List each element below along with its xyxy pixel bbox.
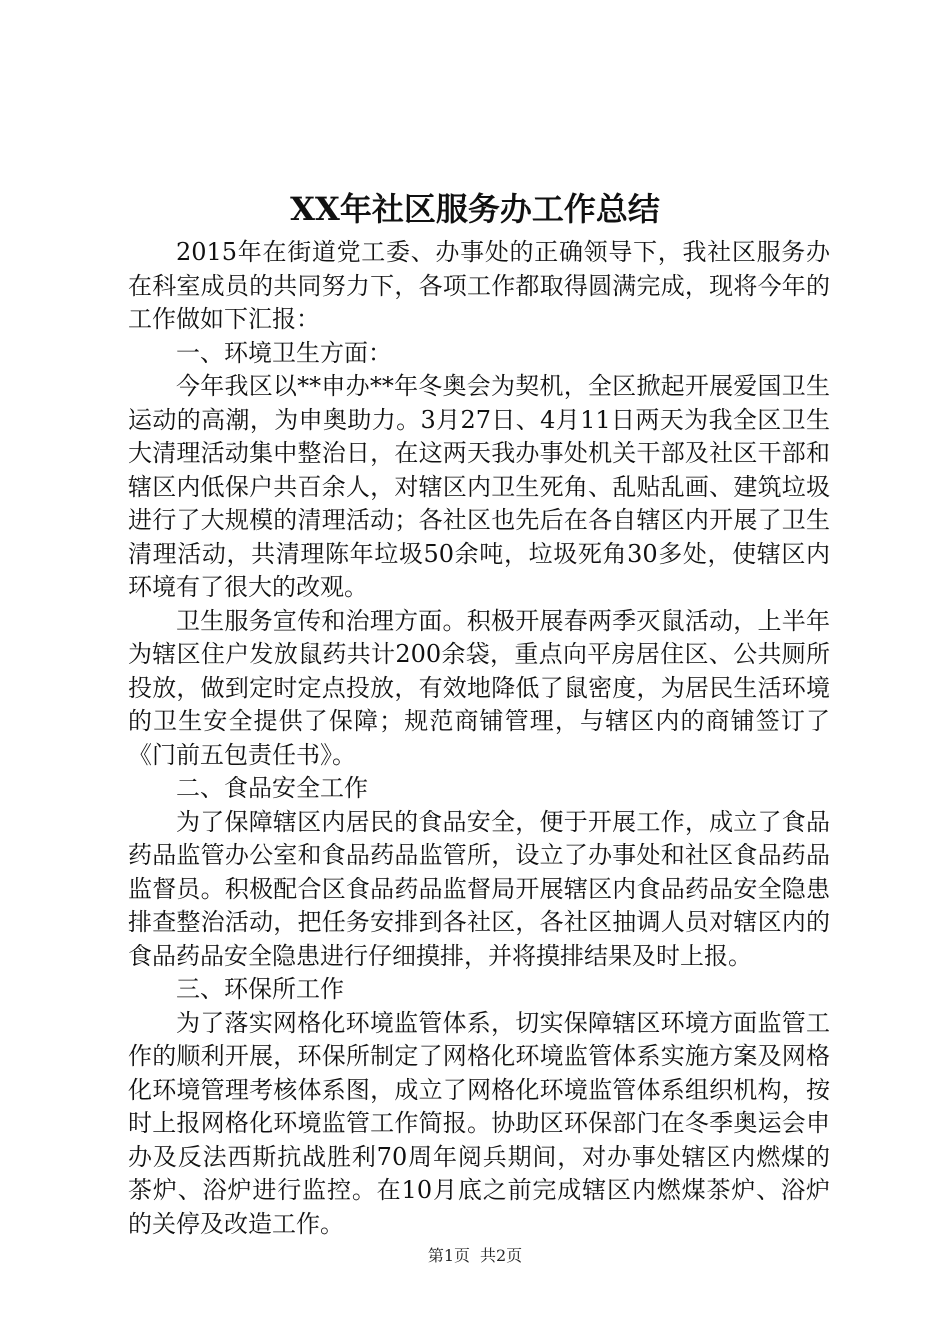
- sanitation-paragraph: 卫生服务宣传和治理方面。积极开展春两季灭鼠活动，上半年为辖区住户发放鼠药共计200余袋，重点向平房居住区、公共厕所投放，做到定时定点投放，有效地降低了鼠密度，为居民生活环境的卫生安全提供了保障；规范商铺管理，与辖区内的商铺签订了《门前五包责任书》。: [128, 606, 830, 769]
- section-heading-food-safety: 二、食品安全工作: [176, 774, 368, 802]
- document-body: [128, 236, 830, 1241]
- page-total: 共2页: [480, 1246, 523, 1265]
- page-footer: [0, 1245, 950, 1267]
- food-safety-paragraph: 为了保障辖区内居民的食品安全，便于开展工作，成立了食品药品监管办公室和食品药品监管所，设立了办事处和社区食品药品监督员。积极配合区食品药品监督局开展辖区内食品药品安全隐患排查整治活动，把任务安排到各社区，各社区抽调人员对辖区内的食品药品安全隐患进行仔细摸排，并将摸排结果及时上报。: [128, 807, 830, 970]
- section-heading-environment: 一、环境卫生方面：: [176, 338, 392, 367]
- section-heading-environmental-protection: 三、环保所工作: [176, 975, 344, 1003]
- environmental-protection-paragraph: 为了落实网格化环境监管体系，切实保障辖区环境方面监管工作的顺利开展，环保所制定了网格化环境监管体系实施方案及网格化环境管理考核体系图，成立了网格化环境监管体系组织机构，按时上报网格化环境监管工作简报。协助区环保部门在冬季奥运会申办及反法西斯抗战胜利70周年阅兵期间，对办事处辖区内燃煤的茶炉、浴炉进行监控。在10月底之前完成辖区内燃煤茶炉、浴炉的关停及改造工作。: [128, 1008, 830, 1238]
- intro-paragraph: 2015年在街道党工委、办事处的正确领导下，我社区服务办在科室成员的共同努力下，各项工作都取得圆满完成，现将今年的工作做如下汇报：: [128, 238, 830, 333]
- page-number: 第1页: [427, 1246, 470, 1265]
- document-title: XX年社区服务办工作总结: [290, 190, 660, 228]
- environment-paragraph: 今年我区以**申办**年冬奥会为契机，全区掀起开展爱国卫生运动的高潮，为申奥助力。3月27日、4月11日两天为我全区卫生大清理活动集中整治日，在这两天我办事处机关干部及社区干部和辖区内低保户共百余人，对辖区内卫生死角、乱贴乱画、建筑垃圾进行了大规模的清理活动；各社区也先后在各自辖区内开展了卫生清理活动，共清理陈年垃圾50余吨，垃圾死角30多处，使辖区内环境有了很大的改观。: [128, 372, 830, 601]
